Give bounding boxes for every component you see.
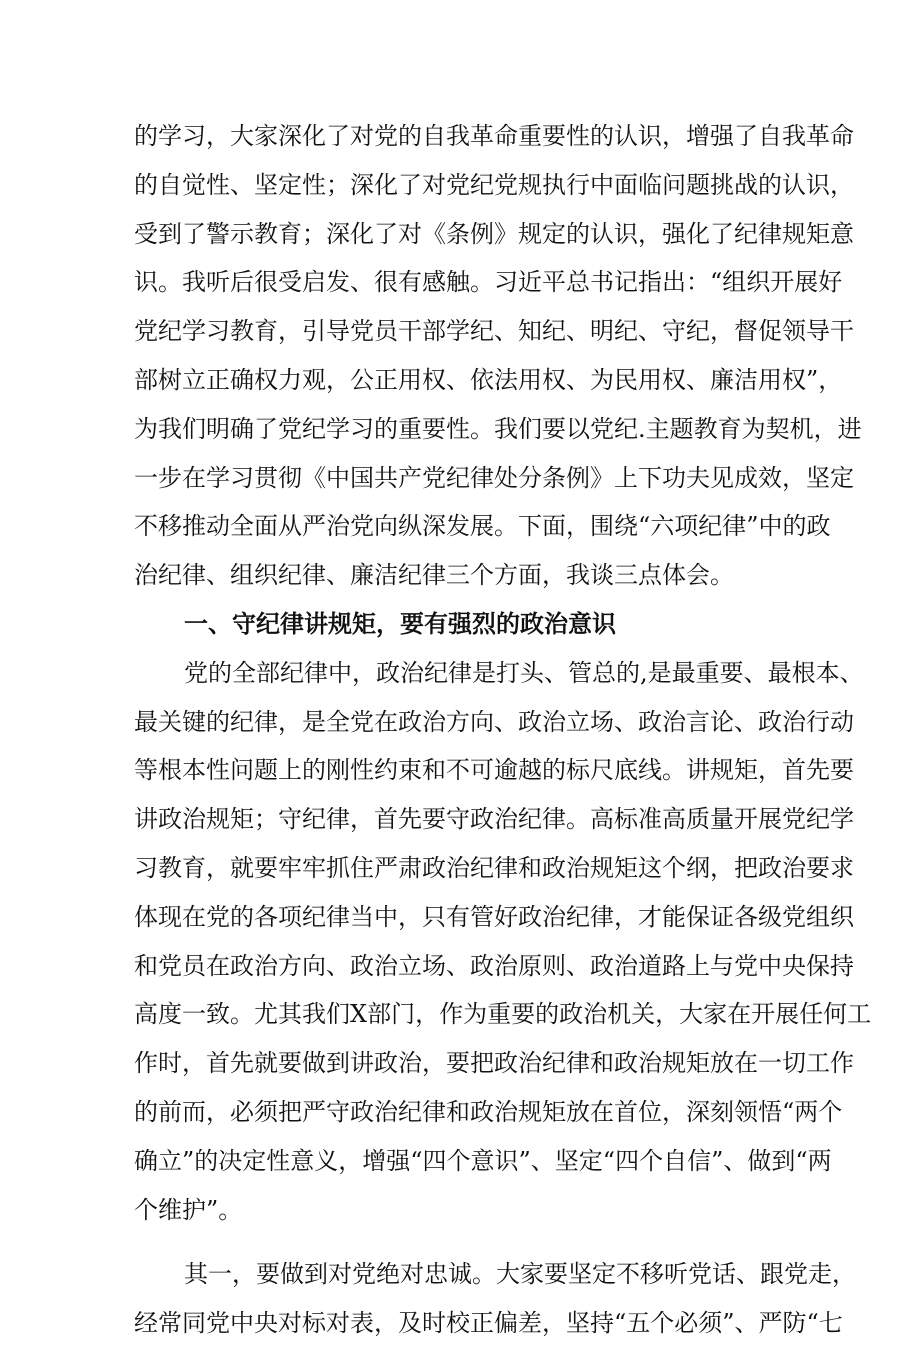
text-line: 不移推动全面从严治党向纵深发展。下面，围绕“六项纪律”中的政 [134,512,831,541]
document-body [134,112,872,1348]
text-line: 的自觉性、坚定性；深化了对党纪党规执行中面临问题挑战的认识， [134,170,854,199]
text-line: 识。我听后很受启发、很有感触。习近平总书记指出：“组织开展好 [134,268,843,297]
section-paragraph [134,649,872,1235]
text-line: 其一，要做到对党绝对忠诚。大家要坚定不移听党话、跟党走， [184,1260,856,1289]
text-line: 的前而，必须把严守政治纪律和政治规矩放在首位，深刻领悟“两个 [134,1097,843,1126]
text-line: 党的全部纪律中，政治纪律是打头、管总的,是最重要、最根本、 [184,658,864,687]
text-line: 部树立正确权力观，公正用权、依法用权、为民用权、廉洁用权”， [134,365,843,394]
text-line: 受到了警示教育；深化了对《条例》规定的认识，强化了纪律规矩意 [134,219,854,248]
text-line: 为我们明确了党纪学习的重要性。我们要以党纪.主题教育为契机，进 [134,414,862,443]
text-line: 一步在学习贯彻《中国共产党纪律处分条例》上下功夫见成效，坚定 [134,463,854,492]
text-line: 和党员在政治方向、政治立场、政治原则、政治道路上与党中央保持 [134,951,854,980]
text-line: 党纪学习教育，引导党员干部学纪、知纪、明纪、守纪，督促领导干 [134,317,854,346]
paragraph-gap [134,1234,786,1250]
text-line: 确立”的决定性意义，增强“四个意识”、坚定“四个自信”、做到“两 [134,1146,832,1175]
section-paragraph [134,1250,856,1348]
text-line: 最关键的纪律，是全党在政治方向、政治立场、政治言论、政治行动 [134,707,854,736]
text-line: 治纪律、组织纪律、廉洁纪律三个方面，我谈三点体会。 [134,561,734,590]
text-line: 经常同党中央对标对表，及时校正偏差，坚持“五个必须”、严防“七 [134,1309,843,1338]
text-line: 作时，首先就要做到讲政治，要把政治纪律和政治规矩放在一切工作 [134,1049,854,1078]
text-line: 习教育，就要牢牢抓住严肃政治纪律和政治规矩这个纲，把政治要求 [134,853,854,882]
text-line: 高度一致。尤其我们X部门，作为重要的政治机关，大家在开展任何工 [134,1000,872,1029]
section-heading: 一、守纪律讲规矩，要有强烈的政治意识 [184,608,616,638]
text-line: 的学习，大家深化了对党的自我革命重要性的认识，增强了自我革命 [134,122,854,150]
text-line: 等根本性问题上的刚性约束和不可逾越的标尺底线。讲规矩，首先要 [134,756,854,785]
intro-paragraph [134,112,862,600]
text-line: 体现在党的各项纪律当中，只有管好政治纪律，才能保证各级党组织 [134,902,854,931]
text-line: 讲政治规矩；守纪律，首先要守政治纪律。高标准高质量开展党纪学 [134,805,854,834]
text-line: 个维护”。 [134,1195,243,1224]
